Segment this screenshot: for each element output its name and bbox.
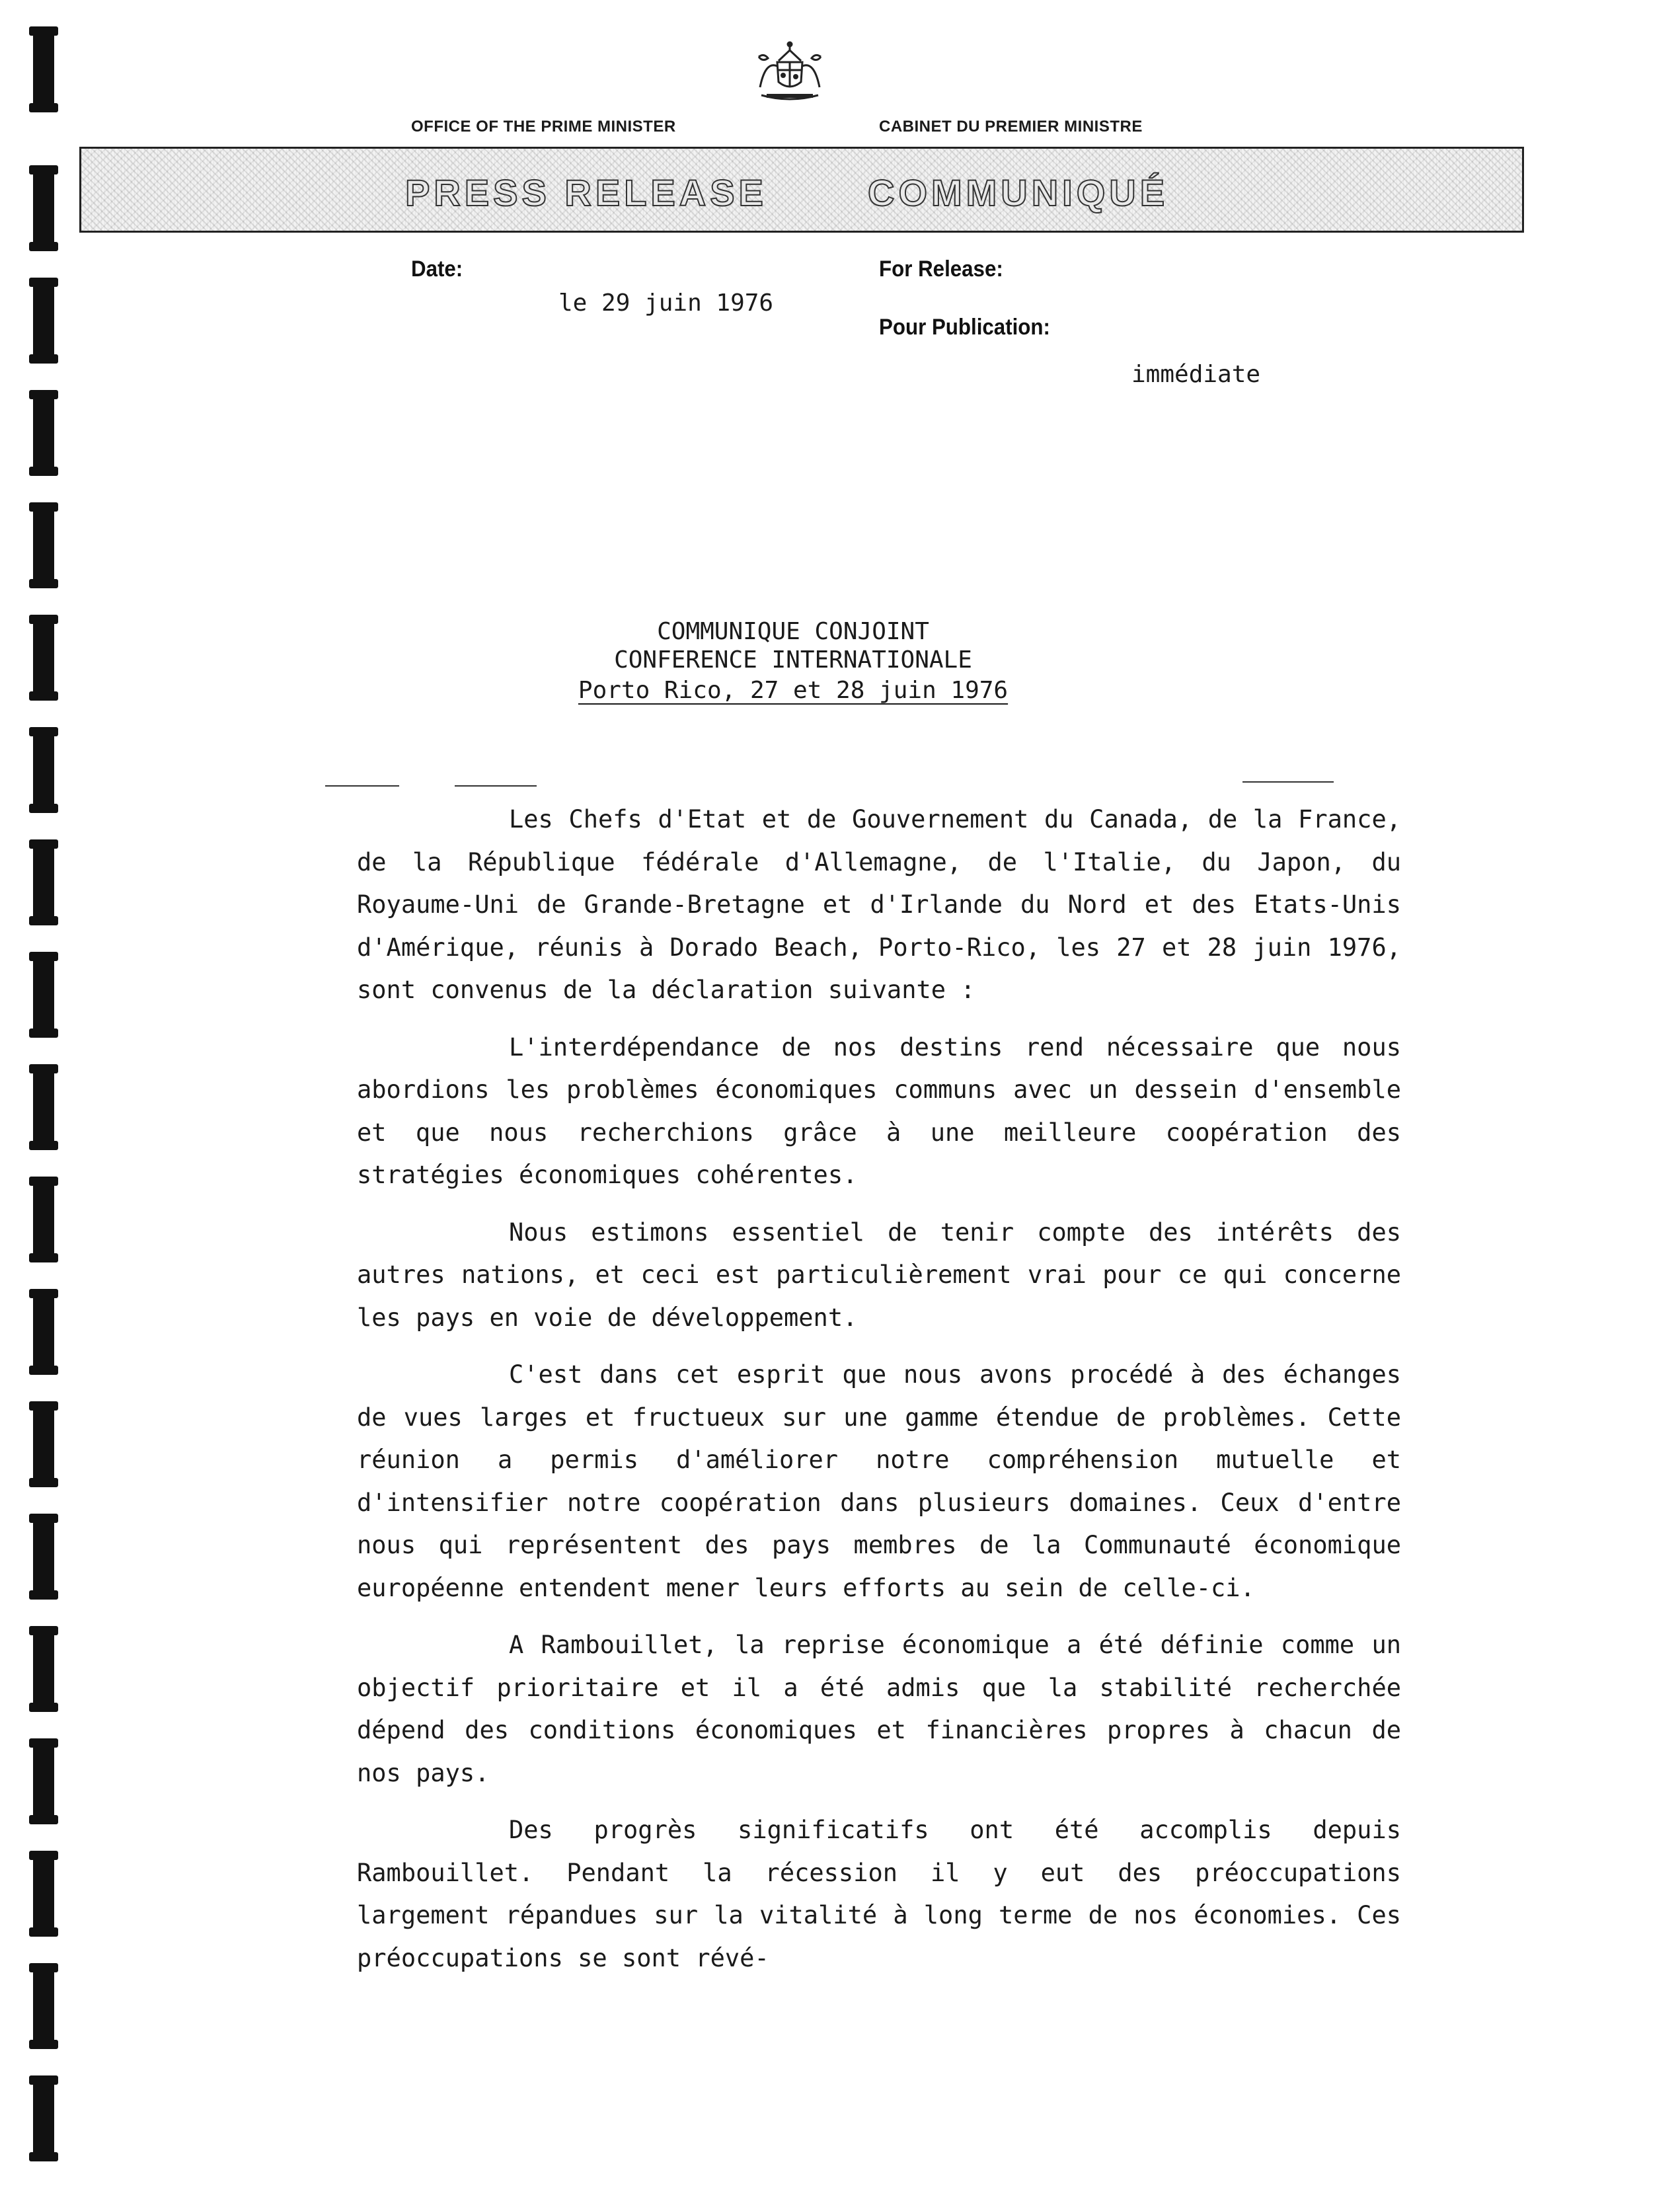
binding-mark <box>33 839 54 925</box>
release-value: immédiate <box>1131 361 1261 388</box>
release-label: For Release: <box>879 256 1003 282</box>
binding-mark <box>33 1064 54 1150</box>
banner-text-fr: COMMUNIQUÉ <box>868 172 1169 213</box>
separator-rule <box>1242 781 1334 783</box>
body-paragraph: A Rambouillet, la reprise économique a été définie comme un objectif prioritaire et il a été admis que la stabilité recherchée dépend des conditions économiques et financières propres à chacun de nos pays. <box>357 1631 1401 1787</box>
separator-rule <box>325 785 399 787</box>
location-date-line <box>0 677 1586 704</box>
press-release-banner <box>79 147 1524 233</box>
binding-mark <box>33 952 54 1038</box>
binding-mark <box>33 1963 54 2049</box>
binding-mark <box>33 278 54 364</box>
binding-mark <box>33 1289 54 1375</box>
body-paragraph: Les Chefs d'Etat et de Gouvernement du Canada, de la France, de la République fédérale d'Allemagne, de l'Italie, du Japon, du Royaume-Uni de Grande-Bretagne et d'Irlande du Nord et des Etats-Unis d'Amérique, réunis à Dorado Beach, Porto-Rico, les 27 et 28 juin 1976, sont convenus de la déclaration suivante : <box>357 805 1401 1004</box>
binding-mark <box>33 1177 54 1262</box>
location-date-text: Porto Rico, 27 et 28 juin 1976 <box>578 677 1009 704</box>
binding-mark <box>33 2075 54 2161</box>
office-title-en: OFFICE OF THE PRIME MINISTER <box>411 118 676 136</box>
body-paragraph: C'est dans cet esprit que nous avons procédé à des échanges de vues larges et fructueux sur une gamme étendue de problèmes. Cette réunion a permis d'améliorer notre compréhension mutuelle et d'intensifier notre coopération dans plusieurs domaines. Ceux d'entre nous qui représentent des pays membres de la Communauté économique européenne entendent mener leurs efforts au sein de celle-ci. <box>357 1360 1401 1602</box>
binding-mark <box>33 727 54 813</box>
date-value: le 29 juin 1976 <box>558 290 774 317</box>
binding-mark <box>33 1626 54 1712</box>
binding-mark <box>33 390 54 476</box>
communique-body <box>357 798 1401 1980</box>
body-paragraph: Des progrès significatifs ont été accomplis depuis Rambouillet. Pendant la récession il y eut des préoccupations largement répandues sur la vitalité à long terme de nos économies. Ces préoccupations se sont révé- <box>357 1816 1401 1972</box>
publication-label: Pour Publication: <box>879 315 1050 340</box>
separator-rule <box>455 785 537 787</box>
date-label: Date: <box>411 256 463 282</box>
office-title-fr: CABINET DU PREMIER MINISTRE <box>879 118 1143 136</box>
document-title: COMMUNIQUE CONJOINT <box>657 618 929 645</box>
binding-mark <box>33 26 54 112</box>
conference-title: CONFERENCE INTERNATIONALE <box>614 646 972 674</box>
binding-mark <box>33 165 54 251</box>
coat-of-arms-icon <box>753 41 826 104</box>
body-paragraph: L'interdépendance de nos destins rend nécessaire que nous abordions les problèmes économiques communs avec un dessein d'ensemble et que nous recherchions grâce à une meilleure coopération des stratégies économiques cohérentes. <box>357 1032 1401 1189</box>
body-paragraph: Nous estimons essentiel de tenir compte des intérêts des autres nations, et ceci est particulièrement vrai pour ce qui concerne les pays en voie de développement. <box>357 1218 1401 1332</box>
binding-mark <box>33 1514 54 1600</box>
binding-mark <box>33 1738 54 1824</box>
binding-mark <box>33 1851 54 1937</box>
binding-mark <box>33 502 54 588</box>
banner-text-en: PRESS RELEASE <box>405 172 767 213</box>
binding-mark <box>33 1401 54 1487</box>
